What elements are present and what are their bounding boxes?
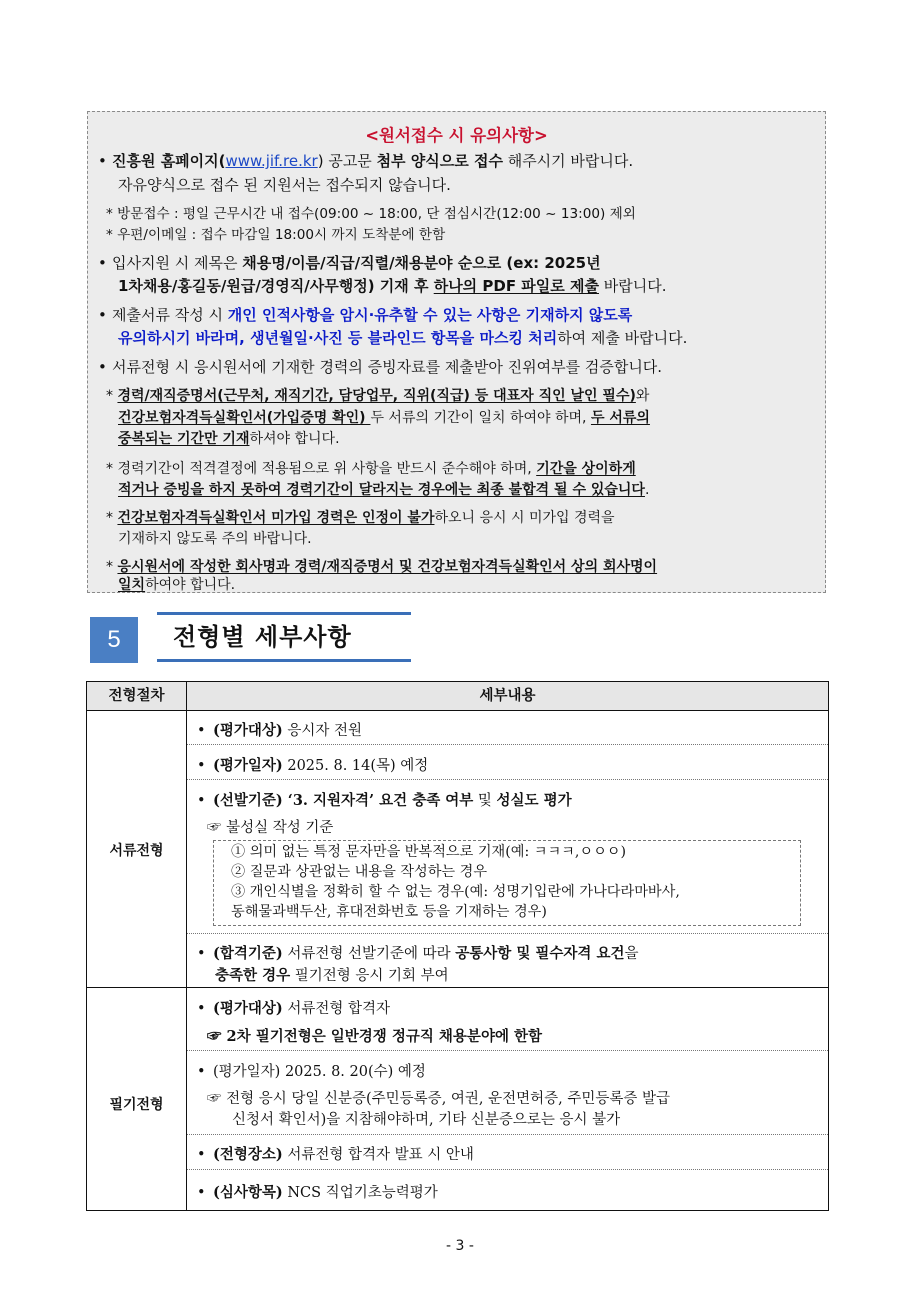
row-divider [187,933,828,934]
table-row: ☞ 불성실 작성 기준 [207,820,334,836]
notice-box [87,111,826,593]
notice-line: * 응시원서에 작성한 회사명과 경력/재직증명서 및 건강보험자격득실확인서 상의 회사명이 [106,559,658,575]
table-row: ☞ 전형 응시 당일 신분증(주민등록증, 여권, 운전면허증, 주민등록증 발급 [207,1091,671,1107]
notice-line: 자유양식으로 접수 된 지원서는 접수되지 않습니다. [118,176,451,194]
notice-line: * 경력기간이 적격결정에 적용됨으로 위 사항을 반드시 준수해야 하며, 기간을 상이하게 [106,461,636,477]
table-row: • (선발기준) ‘3. 지원자격’ 요건 충족 여부 및 성실도 평가 [197,792,572,809]
notice-line: • 서류전형 시 응시원서에 기재한 경력의 증빙자료를 제출받아 진위여부를 검증합니다. [98,358,663,376]
notice-line: • 진흥원 홈페이지(www.jif.re.kr) 공고문 첨부 양식으로 접수 해주시기 바랍니다. [98,152,634,170]
notice-line: * 경력/재직증명서(근무처, 재직기간, 담당업무, 직위(직급) 등 대표자 직인 날인 필수)와 [106,388,650,404]
notice-line: 유의하시기 바라며, 생년월일·사진 등 블라인드 항목을 마스킹 처리하여 제출 바랍니다. [118,329,688,347]
notice-line: 중복되는 기간만 기재하셔야 합니다. [118,431,340,447]
homepage-link[interactable]: www.jif.re.kr [225,152,318,170]
header-stage: 전형절차 [108,687,165,704]
header-detail: 세부내용 [479,687,536,704]
section-number: 5 [90,617,138,663]
table-row: • (평가일자) 2025. 8. 14(목) 예정 [197,757,429,774]
row-divider [187,1169,828,1170]
table-row: • (평가일자) 2025. 8. 20(수) 예정 [197,1064,426,1080]
notice-line: • 입사지원 시 제목은 채용명/이름/직급/직렬/채용분야 순으로 (ex: 2025년 [98,254,601,272]
notice-line: 1차채용/홍길동/원급/경영직/사무행정) 기재 후 하나의 PDF 파일로 제출 바랍니다. [118,277,667,295]
table-row: ☞ 2차 필기전형은 일반경쟁 정규직 채용분야에 한함 [207,1028,543,1045]
notice-line: 기재하지 않도록 주의 바랍니다. [118,531,312,547]
selection-table [86,681,829,1211]
row-divider [187,744,828,745]
criteria-item: ③ 개인식별을 정확히 할 수 없는 경우(예: 성명기입란에 가나다라마바사, [231,884,680,900]
table-row: • (심사항목) NCS 직업기초능력평가 [197,1184,438,1201]
table-header [87,682,828,711]
table-row: 신청서 확인서)을 지참해야하며, 기타 신분증으로는 응시 불가 [232,1112,621,1128]
criteria-item: 동해물과백두산, 휴대전화번호 등을 기재하는 경우) [231,904,547,920]
notice-line: 건강보험자격득실확인서(가입증명 확인) 두 서류의 기간이 일치 하여야 하며, 두 서류의 [118,410,650,426]
table-row: • (평가대상) 응시자 전원 [197,722,363,739]
column-divider [186,682,187,1210]
table-row: • (전형장소) 서류전형 합격자 발표 시 안내 [197,1146,474,1163]
notice-line: * 방문접수 : 평일 근무시간 내 접수(09:00 ~ 18:00, 단 점심시간(12:00 ~ 13:00) 제외 [106,206,636,222]
section-title: 전형별 세부사항 [157,612,411,662]
row-divider [187,779,828,780]
stage-document: 서류전형 [109,843,164,859]
table-row: • (합격기준) 서류전형 선발기준에 따라 공통사항 및 필수자격 요건을 [197,945,639,962]
page-number: - 3 - [446,1238,474,1254]
notice-title: <원서접수 시 유의사항> [365,126,548,145]
table-row: 충족한 경우 필기전형 응시 기회 부여 [215,967,449,984]
table-row: • (평가대상) 서류전형 합격자 [197,1000,391,1017]
notice-line: * 건강보험자격득실확인서 미가입 경력은 인정이 불가하오니 응시 시 미가입 경력을 [106,510,615,526]
row-divider [187,1050,828,1051]
notice-line: * 우편/이메일 : 접수 마감일 18:00시 까지 도착분에 한함 [106,227,446,243]
row-divider [187,1134,828,1135]
criteria-box [213,840,801,926]
criteria-item: ② 질문과 상관없는 내용을 작성하는 경우 [231,864,488,880]
notice-line: • 제출서류 작성 시 개인 인적사항을 암시·유추할 수 있는 사항은 기재하지 않도록 [98,306,633,324]
notice-line: 적거나 증빙을 하지 못하여 경력기간이 달라지는 경우에는 최종 불합격 될 수 있습니다. [118,482,650,498]
stage-written: 필기전형 [109,1097,164,1113]
notice-line: 일치하여야 합니다. [118,577,236,593]
stage-divider [87,987,828,988]
criteria-item: ① 의미 없는 특정 문자만을 반복적으로 기재(예: ㅋㅋㅋ,ㅇㅇㅇ) [231,844,627,860]
